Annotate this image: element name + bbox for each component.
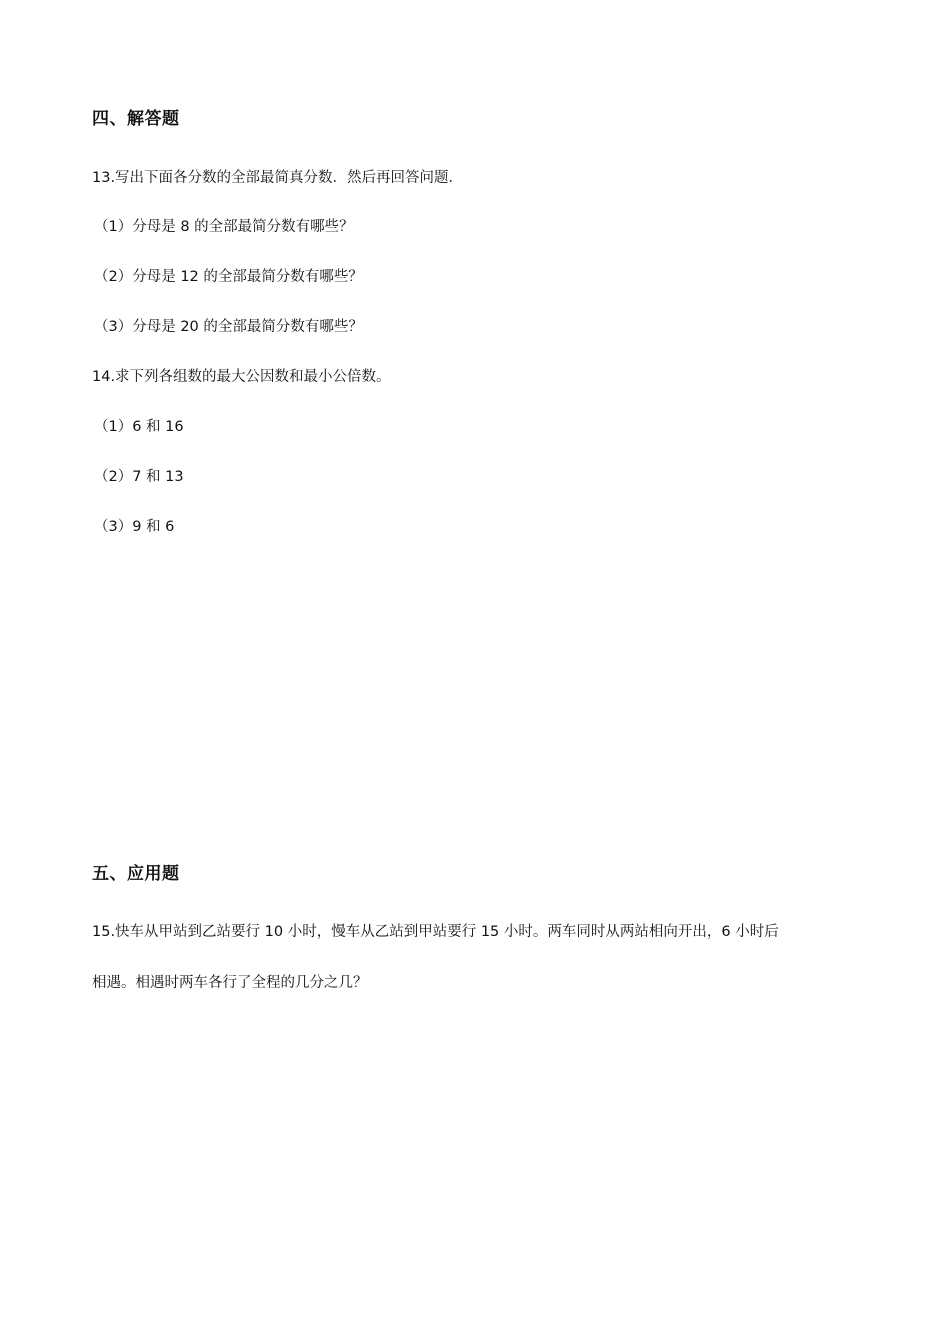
question-14-part-3: （3）9 和 6: [94, 519, 175, 535]
question-14-stem: 14.求下列各组数的最大公因数和最小公倍数。: [92, 369, 391, 385]
question-15-line-1: 15.快车从甲站到乙站要行 10 小时，慢车从乙站到甲站要行 15 小时。两车同时从两站相向开出，6 小时后: [92, 924, 779, 940]
question-13-part-2: （2）分母是 12 的全部最简分数有哪些？: [94, 269, 363, 285]
question-14-part-2: （2）7 和 13: [94, 469, 184, 485]
question-13-stem: 13.写出下面各分数的全部最简真分数．然后再回答问题．: [92, 170, 464, 186]
question-13-part-3: （3）分母是 20 的全部最简分数有哪些？: [94, 319, 363, 335]
question-13-part-1: （1）分母是 8 的全部最简分数有哪些？: [94, 219, 354, 235]
section-title-application: 五、应用题: [92, 864, 180, 884]
question-15-line-2: 相遇。相遇时两车各行了全程的几分之几？: [92, 975, 368, 991]
section-title-solve: 四、解答题: [92, 109, 180, 129]
question-14-part-1: （1）6 和 16: [94, 419, 184, 435]
